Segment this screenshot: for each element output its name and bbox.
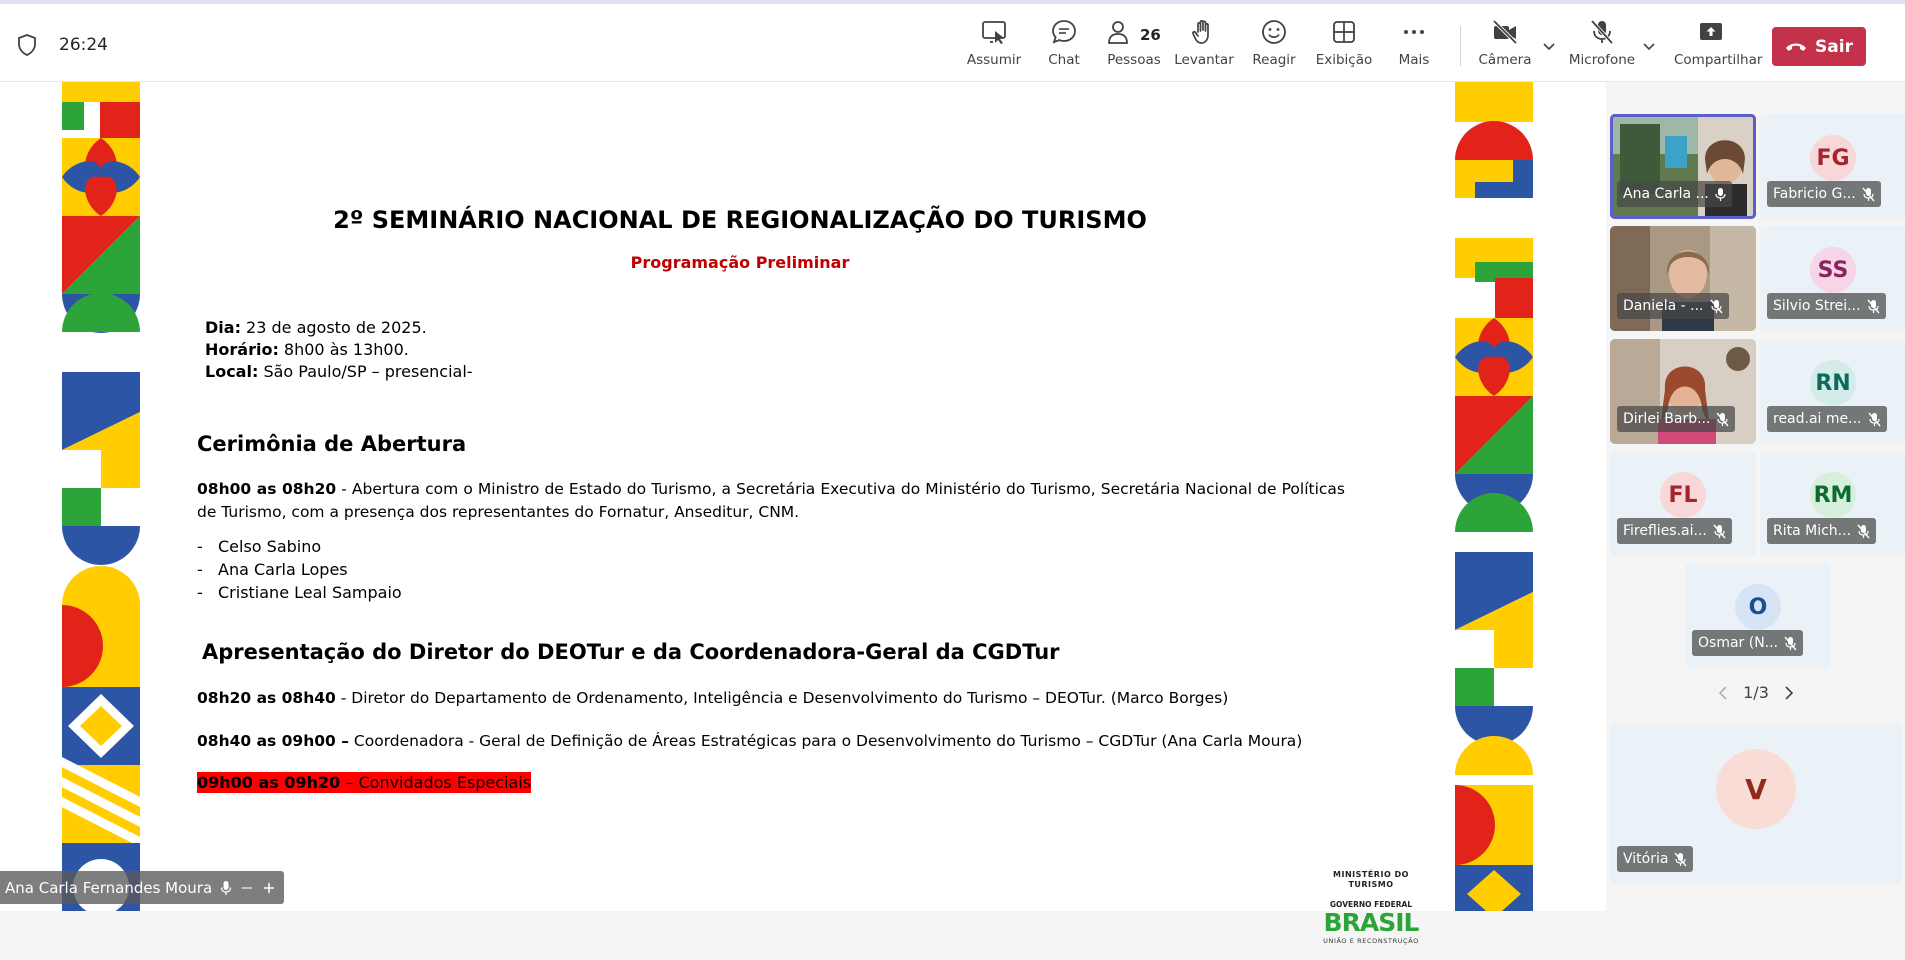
- participant-name-tag: [1767, 406, 1887, 432]
- event-date-label: Dia:: [205, 318, 241, 337]
- decor-pattern-left: [62, 82, 140, 911]
- share-button[interactable]: [1674, 18, 1763, 76]
- participant-name-tag: [1617, 181, 1732, 207]
- chevron-right-icon[interactable]: [1782, 685, 1796, 701]
- mic-muted-icon: [1868, 412, 1881, 427]
- slide-left-decor-band: [62, 82, 140, 911]
- participant-name-tag: [1767, 293, 1886, 319]
- minimize-icon[interactable]: [240, 881, 254, 895]
- mic-muted-icon: [1710, 299, 1723, 314]
- participant-tile[interactable]: [1760, 451, 1905, 556]
- camera-options-chevron-icon[interactable]: [1541, 38, 1557, 54]
- section-opening-ceremony: Cerimônia de Abertura: [197, 432, 467, 456]
- toolbar-divider: [1460, 26, 1461, 66]
- people-icon: [1106, 18, 1134, 46]
- slide-subtitle: Programação Preliminar: [630, 253, 850, 272]
- participant-name: Rita Mich...: [1773, 523, 1852, 539]
- leave-label: Sair: [1815, 36, 1853, 57]
- logo-ministry-text: MINISTÉRIO DO TURISMO: [1333, 870, 1409, 889]
- participant-name-tag: [1692, 630, 1803, 656]
- event-time-value: 8h00 às 13h00.: [278, 340, 409, 359]
- participant-tile[interactable]: [1760, 226, 1905, 331]
- participant-name: Fabricio G...: [1773, 186, 1856, 202]
- leave-button[interactable]: [1772, 27, 1866, 66]
- gallery-pager: [1716, 683, 1796, 702]
- participant-name: Osmar (N...: [1698, 635, 1779, 651]
- logo-tagline: UNIÃO E RECONSTRUÇÃO: [1323, 937, 1419, 945]
- participant-tile[interactable]: [1610, 114, 1756, 219]
- participant-name-tag: [1617, 406, 1735, 432]
- participant-avatar: SS: [1810, 247, 1856, 293]
- chevron-left-icon[interactable]: [1716, 685, 1730, 701]
- camera-label: Câmera: [1478, 52, 1532, 68]
- microphone-options-chevron-icon[interactable]: [1641, 38, 1657, 54]
- mic-muted-icon: [1674, 852, 1687, 867]
- mic-on-icon: [1715, 187, 1726, 202]
- chat-icon: [1050, 18, 1078, 46]
- event-time: [205, 340, 409, 359]
- camera-button[interactable]: [1469, 18, 1541, 76]
- agenda-item-2-text: - Diretor do Departamento de Ordenamento, Inteligência e Desenvolvimento do Turismo – DEOTur. (Marco Borges): [335, 689, 1229, 707]
- presenter-name: Ana Carla Fernandes Moura: [5, 878, 213, 897]
- agenda-item-3: [197, 730, 1345, 753]
- agenda-item-2-time: 08h20 as 08h40: [197, 689, 336, 707]
- event-place-label: Local:: [205, 362, 259, 381]
- participant-name-tag: [1617, 293, 1729, 319]
- speaker-name: Celso Sabino: [218, 537, 322, 556]
- participant-tile[interactable]: [1610, 451, 1756, 556]
- agenda-item-1-text: - Abertura com o Ministro de Estado do Turismo, a Secretária Executiva do Ministério do Turismo, Secretária Nacional de Políticas de Turismo, com a presença dos representantes do Fornatur, Anseditur, CNM.: [197, 480, 1345, 521]
- participant-avatar: FG: [1810, 135, 1856, 181]
- microphone-button[interactable]: [1566, 18, 1638, 76]
- ministry-logo: [1316, 870, 1426, 960]
- mic-muted-icon: [1862, 187, 1875, 202]
- mic-muted-icon: [1713, 524, 1726, 539]
- participant-tile[interactable]: [1760, 339, 1905, 444]
- participant-name: Silvio Strei...: [1773, 298, 1861, 314]
- participant-name: Fireflies.ai...: [1623, 523, 1707, 539]
- participant-avatar: V: [1716, 749, 1796, 829]
- raise-hand-label: Levantar: [1174, 52, 1234, 68]
- react-button[interactable]: [1238, 18, 1310, 76]
- bullet-dash: -: [197, 560, 203, 579]
- raise-hand-button[interactable]: [1168, 18, 1240, 76]
- participant-name: read.ai me...: [1773, 411, 1862, 427]
- participant-name: Daniela - ...: [1623, 298, 1704, 314]
- participant-avatar: FL: [1660, 472, 1706, 518]
- participant-name-tag: [1767, 181, 1881, 207]
- event-date-value: 23 de agosto de 2025.: [240, 318, 427, 337]
- speaker-list-item: [197, 537, 321, 556]
- camera-off-icon: [1491, 18, 1519, 46]
- decor-pattern-right: [1455, 82, 1533, 911]
- raise-hand-icon: [1190, 18, 1218, 46]
- speaker-list-item: [197, 560, 348, 579]
- participant-tile[interactable]: [1760, 114, 1905, 219]
- participant-avatar: RM: [1810, 472, 1856, 518]
- participant-name: Vitória: [1623, 851, 1669, 867]
- microphone-label: Microfone: [1568, 52, 1636, 68]
- meeting-toolbar: [0, 0, 1905, 82]
- view-label: Exibição: [1315, 52, 1373, 68]
- participant-name-tag: [1617, 846, 1693, 872]
- react-icon: [1260, 18, 1288, 46]
- participant-name: Dirlei Barb...: [1623, 411, 1711, 427]
- take-control-icon: [980, 18, 1008, 46]
- section-director-presentation: Apresentação do Diretor do DEOTur e da Coordenadora-Geral da CGDTur: [202, 640, 1060, 664]
- people-label: Pessoas: [1107, 52, 1161, 68]
- agenda-item-3-time: 08h40 as 09h00 –: [197, 732, 349, 750]
- more-label: Mais: [1398, 52, 1430, 68]
- agenda-item-3-text: Coordenadora - Geral de Definição de Áreas Estratégicas para o Desenvolvimento do Turismo – CGDTur (Ana Carla Moura): [348, 732, 1303, 750]
- add-icon[interactable]: [262, 881, 276, 895]
- page-indicator: 1/3: [1743, 683, 1769, 702]
- chat-button[interactable]: [1028, 18, 1100, 76]
- take-control-button[interactable]: [958, 18, 1030, 76]
- participant-name-tag: [1767, 518, 1876, 544]
- mic-muted-icon: [1784, 636, 1797, 651]
- view-button[interactable]: [1308, 18, 1380, 76]
- event-place-value: São Paulo/SP – presencial-: [258, 362, 473, 381]
- slide-right-decor-band: [1455, 82, 1533, 911]
- agenda-item-1: [197, 478, 1345, 524]
- participant-tile[interactable]: [1610, 339, 1756, 444]
- event-place: [205, 362, 473, 381]
- share-icon: [1697, 18, 1725, 46]
- speaker-name: Cristiane Leal Sampaio: [218, 583, 402, 602]
- grid-view-icon: [1330, 18, 1358, 46]
- share-label: Compartilhar: [1674, 52, 1763, 68]
- event-time-label: Horário:: [205, 340, 279, 359]
- slide-title: 2º SEMINÁRIO NACIONAL DE REGIONALIZAÇÃO DO TURISMO: [333, 206, 1147, 234]
- chat-label: Chat: [1048, 52, 1080, 68]
- more-icon: [1400, 18, 1428, 46]
- logo-brasil-text: BRASIL: [1323, 908, 1419, 937]
- mic-muted-icon: [1716, 412, 1729, 427]
- presenter-mic-icon: [220, 880, 232, 896]
- mic-muted-icon: [1857, 524, 1870, 539]
- react-label: Reagir: [1252, 52, 1296, 68]
- shared-slide: [0, 82, 1535, 945]
- shield-icon: [17, 34, 37, 56]
- participant-avatar: O: [1735, 584, 1781, 630]
- participant-tile[interactable]: [1610, 226, 1756, 331]
- participant-name-tag: [1617, 518, 1732, 544]
- agenda-item-4-text: – Convidados Especiais: [340, 773, 532, 792]
- presenter-name-caption: [0, 871, 284, 904]
- agenda-item-2: [197, 687, 1345, 710]
- speaker-name: Ana Carla Lopes: [218, 560, 348, 579]
- agenda-item-4-time: 09h00 as 09h20: [197, 773, 341, 792]
- take-control-label: Assumir: [966, 52, 1022, 68]
- more-button[interactable]: [1378, 18, 1450, 76]
- mic-muted-icon: [1867, 299, 1880, 314]
- logo-brasil-wordmark: [1316, 909, 1426, 937]
- logo-government-text: GOVERNO FEDERAL: [1329, 900, 1413, 909]
- bullet-dash: -: [197, 537, 203, 556]
- agenda-item-4-highlighted: [197, 772, 531, 793]
- event-date: [205, 318, 427, 337]
- people-count: 26: [1140, 26, 1161, 44]
- agenda-item-1-time: 08h00 as 08h20: [197, 480, 337, 498]
- meeting-timer: 26:24: [59, 35, 108, 55]
- speaker-list-item: [197, 583, 402, 602]
- participant-tile[interactable]: [1610, 723, 1902, 884]
- bullet-dash: -: [197, 583, 203, 602]
- participant-avatar: RN: [1810, 360, 1856, 406]
- hang-up-icon: [1785, 41, 1807, 53]
- participant-name: Ana Carla ...: [1623, 186, 1709, 202]
- participant-tile[interactable]: [1685, 563, 1831, 668]
- microphone-off-icon: [1588, 18, 1616, 46]
